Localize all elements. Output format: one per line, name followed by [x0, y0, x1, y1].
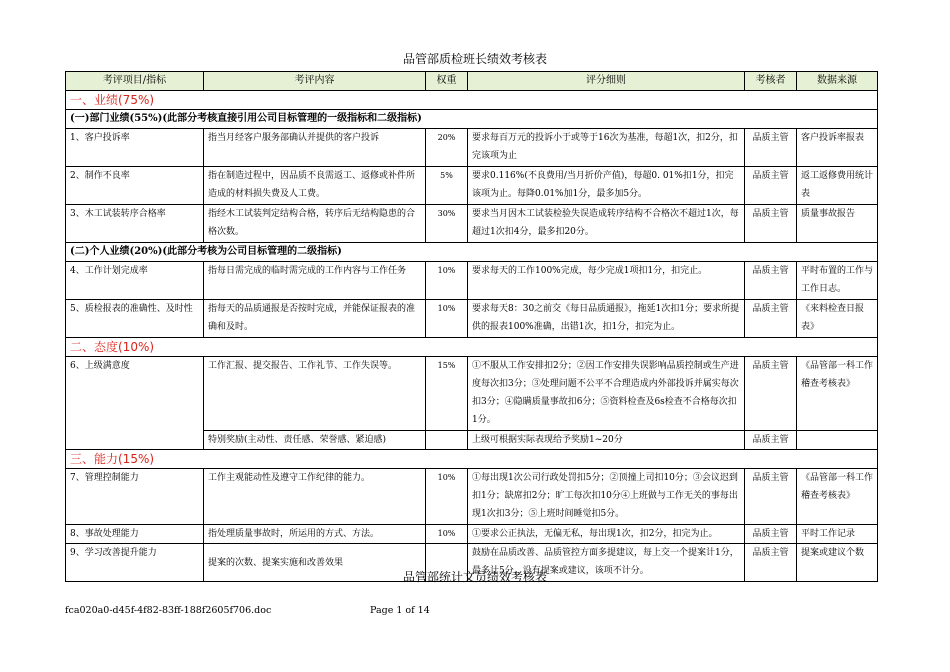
- row-item: 3、木工试装转序合格率: [66, 205, 204, 243]
- row-weight: 10%: [426, 300, 468, 338]
- row-assessor: 品质主管: [745, 205, 797, 243]
- header-item: 考评项目/指标: [66, 72, 204, 91]
- row-source: 《来料检查日报表》: [797, 300, 878, 338]
- row-weight: 5%: [426, 167, 468, 205]
- row-content: 提案的次数、提案实施和改善效果: [204, 544, 426, 582]
- row-rule: 上级可根据实际表现给予奖励1~20分: [468, 431, 745, 450]
- section-attitude: 二、态度(10%): [66, 338, 878, 357]
- table-row: [66, 262, 878, 300]
- row-source: 平时布置的工作与工作日志。: [797, 262, 878, 300]
- header-content: 考评内容: [204, 72, 426, 91]
- row-source: 返工返修费用统计表: [797, 167, 878, 205]
- row-assessor: 品质主管: [745, 469, 797, 525]
- next-table-title: 品管部统计文员绩效考核表: [402, 570, 547, 584]
- row-source: [797, 431, 878, 450]
- row-content: 指每日需完成的临时需完成的工作内容与工作任务: [204, 262, 426, 300]
- table-row: [66, 300, 878, 338]
- row-content: 指处理质量事故时，所运用的方式、方法。: [204, 525, 426, 544]
- row-assessor: 品质主管: [745, 300, 797, 338]
- row-content: 指每天的品质通报是否按时完成，并能保证报表的准确和及时。: [204, 300, 426, 338]
- row-content: 工作主观能动性及遵守工作纪律的能力。: [204, 469, 426, 525]
- header-weight: 权重: [426, 72, 468, 91]
- row-assessor: 品质主管: [745, 357, 797, 431]
- row-rule: 要求每天8：30之前交《每日品质通报》，拖延1次扣1分；要求所提供的报表100%准确，出错1次，扣1分，扣完为止。: [468, 300, 745, 338]
- header-assessor: 考核者: [745, 72, 797, 91]
- row-weight: 15%: [426, 357, 468, 431]
- table-row: [66, 357, 878, 431]
- row-source: 平时工作记录: [797, 525, 878, 544]
- row-assessor: 品质主管: [745, 525, 797, 544]
- document-title: 品管部质检班长绩效考核表: [402, 52, 547, 66]
- footer-page-number: Page 1 of 14: [370, 605, 430, 616]
- row-rule: ①不服从工作安排扣2分；②因工作安排失误影响品质控制或生产进度每次扣3分；③处理问题不公平不合理造成内外部投诉并属实每次扣3分；④隐瞒质量事故扣6分；⑤资料检查及6s检查不合格每次扣1分。: [468, 357, 745, 431]
- row-rule: 鼓励在品质改善、品质管控方面多提建议，每上交一个提案计1分，最多计5分，没有提案或建议，该项不计分。: [468, 544, 745, 582]
- row-item: 2、制作不良率: [66, 167, 204, 205]
- row-rule: ①每出现1次公司行政处罚扣5分；②顶撞上司扣10分；③会议迟到扣1分；缺席扣2分；旷工每次扣10分④上班做与工作无关的事每出现1次扣3分；⑤上班时间睡觉扣5分。: [468, 469, 745, 525]
- section-ability: 三、能力(15%): [66, 450, 878, 469]
- row-item: 9、学习改善提升能力: [66, 544, 204, 582]
- row-content: 指当月经客户服务部确认并提供的客户投诉: [204, 129, 426, 167]
- row-assessor: 品质主管: [745, 431, 797, 450]
- row-assessor: 品质主管: [745, 167, 797, 205]
- row-assessor: 品质主管: [745, 544, 797, 582]
- row-source: 《品管部一科工作稽查考核表》: [797, 469, 878, 525]
- row-content: 特别奖励(主动性、责任感、荣誉感、紧迫感): [204, 431, 426, 450]
- row-item: 6、上级满意度: [66, 357, 204, 450]
- kpi-table: [65, 71, 878, 582]
- row-rule: 要求每天的工作100%完成，每少完成1项扣1分，扣完止。: [468, 262, 745, 300]
- table-header-row: [66, 72, 878, 91]
- row-content: 指经木工试装判定结构合格，转序后无结构隐患的合格次数。: [204, 205, 426, 243]
- subsection-department: (一)部门业绩(55%)(此部分考核直接引用公司目标管理的一级指标和二级指标): [66, 110, 878, 129]
- row-source: 客户投诉率报表: [797, 129, 878, 167]
- table-row: [66, 525, 878, 544]
- row-content: 指在制造过程中，因品质不良需返工、返修或补件所造成的材料损失费及人工费。: [204, 167, 426, 205]
- row-rule: 要求每百万元的投诉小于或等于16次为基准，每超1次，扣2分，扣完该项为止: [468, 129, 745, 167]
- header-source: 数据来源: [797, 72, 878, 91]
- row-weight: 30%: [426, 205, 468, 243]
- row-weight: 10%: [426, 262, 468, 300]
- row-content: 工作汇报、提交报告、工作礼节、工作失误等。: [204, 357, 426, 431]
- row-weight: [426, 431, 468, 450]
- row-item: 5、质检报表的准确性、及时性: [66, 300, 204, 338]
- row-weight: 10%: [426, 525, 468, 544]
- table-row: [66, 129, 878, 167]
- table-row: [66, 205, 878, 243]
- row-rule: 要求0.116%(不良费用/当月折价产值)，每超0. 01%扣1分，扣完该项为止。每降0.01%加1分，最多加5分。: [468, 167, 745, 205]
- row-source: 质量事故报告: [797, 205, 878, 243]
- row-assessor: 品质主管: [745, 262, 797, 300]
- row-item: 4、工作计划完成率: [66, 262, 204, 300]
- row-item: 1、客户投诉率: [66, 129, 204, 167]
- row-weight: 10%: [426, 469, 468, 525]
- row-rule: ①要求公正执法，无偏无私，每出现1次，扣2分，扣完为止。: [468, 525, 745, 544]
- table-row: [66, 167, 878, 205]
- row-source: 提案或建议个数: [797, 544, 878, 582]
- row-source: 《品管部一科工作稽查考核表》: [797, 357, 878, 431]
- row-weight: 20%: [426, 129, 468, 167]
- row-item: 7、管理控制能力: [66, 469, 204, 525]
- table-row: [66, 469, 878, 525]
- row-rule: 要求当月因木工试装检验失误造成转序结构不合格次不超过1次，每超过1次扣4分，最多扣20分。: [468, 205, 745, 243]
- row-assessor: 品质主管: [745, 129, 797, 167]
- row-item: 8、事故处理能力: [66, 525, 204, 544]
- section-performance: 一、业绩(75%): [66, 91, 878, 110]
- header-rule: 评分细则: [468, 72, 745, 91]
- footer-filename: fca020a0-d45f-4f82-83ff-188f2605f706.doc: [65, 605, 272, 616]
- subsection-personal: (二)个人业绩(20%)(此部分考核为公司目标管理的二级指标): [66, 243, 878, 262]
